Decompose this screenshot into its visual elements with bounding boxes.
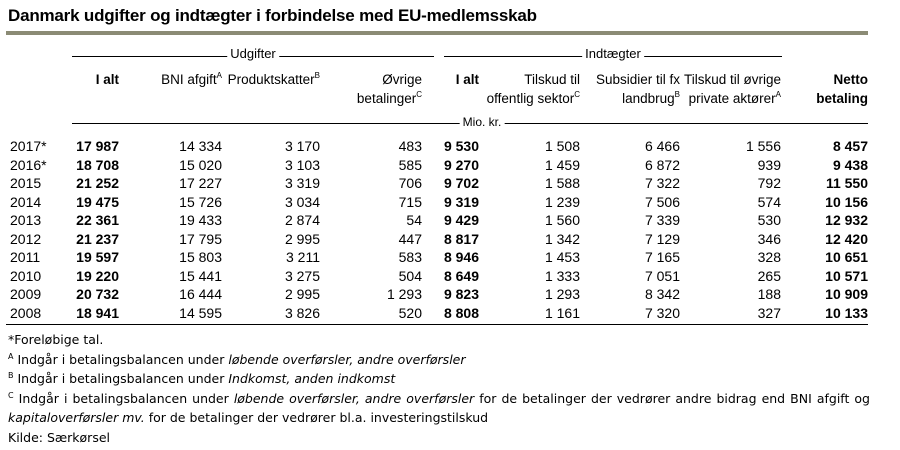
cell-tilskud-offentlig: 1 161 [544, 304, 580, 321]
cell-ovrige-betalinger: 583 [398, 249, 422, 265]
cell-i-alt-expenses: 21 237 [76, 230, 119, 247]
cell-produktskatter: 2 995 [284, 286, 320, 302]
header-i-alt-expenses [96, 70, 119, 89]
cell-netto-betaling: 9 438 [832, 156, 868, 173]
header-bni-afgift-sup: A [216, 71, 222, 80]
cell-i-alt-income: 8 817 [443, 230, 479, 247]
cell-subsidier: 6 872 [644, 156, 680, 173]
footnotes [8, 330, 870, 447]
cell-produktskatter: 3 275 [284, 267, 320, 284]
cell-i-alt-expenses: 22 361 [76, 212, 119, 228]
cell-netto-betaling: 10 651 [825, 249, 868, 265]
header-netto-line1: Netto [833, 72, 868, 87]
header-produktskatter-sup: B [314, 71, 320, 80]
row-year: 2010 [10, 267, 42, 284]
title-divider [6, 31, 868, 35]
cell-produktskatter: 3 170 [284, 138, 320, 154]
cell-ovrige-betalinger: 447 [398, 230, 422, 247]
cell-subsidier: 7 129 [644, 230, 680, 247]
header-tilskud-priv-line1: Tilskud til øvrige [683, 72, 781, 87]
header-tilskud-off-sup: C [574, 90, 580, 99]
note-c-sup: C [8, 390, 14, 400]
unit-label: Mio. kr. [460, 115, 505, 129]
note-c-text3: for de betalinger der vedrører bl.a. investeringstilskud [144, 410, 489, 425]
header-bni-afgift-text: BNI afgift [161, 72, 217, 87]
header-bni-afgift [161, 70, 222, 89]
cell-bni-afgift: 16 444 [179, 286, 222, 302]
header-subsidier-sup: B [674, 90, 680, 99]
cell-netto-betaling: 10 133 [825, 304, 868, 321]
table-row [0, 231, 900, 249]
cell-bni-afgift: 15 726 [179, 193, 222, 210]
cell-i-alt-expenses: 20 732 [76, 286, 119, 302]
note-c-line2 [8, 408, 870, 428]
cell-tilskud-offentlig: 1 453 [544, 249, 580, 265]
row-year: 2014 [10, 193, 42, 210]
note-a-sup: A [8, 351, 14, 361]
cell-bni-afgift: 15 020 [179, 156, 222, 173]
cell-i-alt-income: 9 530 [443, 138, 479, 154]
cell-bni-afgift: 14 334 [179, 138, 222, 154]
group-expenses [72, 46, 434, 64]
cell-ovrige-betalinger: 1 293 [386, 286, 422, 302]
note-c-text2: for de betalinger der vedrører andre bidrag end BNI afgift og [474, 390, 870, 406]
cell-tilskud-offentlig: 1 333 [544, 267, 580, 284]
cell-i-alt-expenses: 18 708 [76, 156, 119, 173]
cell-netto-betaling: 10 156 [825, 193, 868, 210]
cell-tilskud-private: 188 [757, 286, 781, 302]
header-ovrige-betalinger [357, 70, 422, 108]
cell-produktskatter: 3 319 [284, 175, 320, 191]
row-year: 2008 [10, 304, 42, 321]
table-row [0, 175, 900, 193]
note-source: Kilde: Særkørsel [8, 429, 111, 445]
cell-produktskatter: 3 034 [284, 193, 320, 210]
header-i-alt-expenses-text: I alt [95, 72, 119, 87]
cell-ovrige-betalinger: 483 [398, 138, 422, 154]
cell-netto-betaling: 10 909 [825, 286, 868, 302]
note-c-italic1: løbende overførsler, andre overførsler [233, 390, 475, 406]
cell-tilskud-private: 1 556 [745, 138, 781, 154]
header-subsidier-line1: Subsidier til fx [595, 72, 680, 87]
cell-i-alt-income: 9 319 [443, 193, 479, 210]
cell-bni-afgift: 14 595 [179, 304, 222, 321]
cell-produktskatter: 2 874 [284, 212, 320, 228]
cell-subsidier: 7 506 [644, 193, 680, 210]
header-ovrige-sup: C [416, 90, 422, 99]
cell-produktskatter: 3 211 [286, 249, 320, 265]
cell-tilskud-private: 530 [757, 212, 781, 228]
cell-netto-betaling: 12 420 [825, 230, 868, 247]
cell-tilskud-private: 346 [757, 230, 781, 247]
cell-ovrige-betalinger: 520 [398, 304, 422, 321]
table-row [0, 212, 900, 230]
cell-netto-betaling: 10 571 [825, 267, 868, 284]
cell-tilskud-offentlig: 1 293 [544, 286, 580, 302]
note-c-italic2: kapitaloverførsler mv. [8, 410, 145, 425]
cell-tilskud-offentlig: 1 459 [544, 156, 580, 173]
note-b [8, 369, 870, 389]
cell-bni-afgift: 15 803 [179, 249, 222, 265]
note-b-italic: Indkomst, anden indkomst [228, 371, 396, 386]
cell-subsidier: 7 322 [644, 175, 680, 191]
cell-bni-afgift: 17 227 [179, 175, 222, 191]
header-subsidier-line2: landbrug [622, 91, 675, 106]
cell-produktskatter: 3 103 [284, 156, 320, 173]
cell-i-alt-expenses: 18 941 [76, 304, 119, 321]
header-i-alt-income [456, 70, 479, 89]
header-ovrige-line2: betalinger [356, 91, 417, 106]
cell-bni-afgift: 17 795 [179, 230, 222, 247]
row-year: 2016* [10, 156, 47, 173]
group-income [444, 46, 782, 64]
header-i-alt-income-text: I alt [455, 72, 479, 87]
table-row [0, 286, 900, 304]
note-a-text: Indgår i betalingsbalancen under [13, 351, 229, 367]
header-ovrige-line1: Øvrige [382, 72, 422, 87]
cell-bni-afgift: 19 433 [179, 212, 222, 228]
cell-tilskud-offentlig: 1 239 [544, 193, 580, 210]
note-b-sup: B [8, 371, 14, 380]
cell-netto-betaling: 12 932 [825, 212, 868, 228]
cell-tilskud-private: 328 [757, 249, 781, 265]
group-income-label: Indtægter [582, 46, 644, 61]
note-a [8, 350, 870, 370]
cell-netto-betaling: 11 550 [825, 175, 868, 191]
cell-subsidier: 7 339 [644, 212, 680, 228]
cell-tilskud-offentlig: 1 508 [544, 138, 580, 154]
cell-i-alt-income: 8 946 [443, 249, 479, 265]
cell-i-alt-income: 9 823 [443, 286, 479, 302]
table-row [0, 249, 900, 267]
cell-subsidier: 7 051 [644, 267, 680, 284]
header-tilskud-priv-sup: A [775, 90, 781, 99]
cell-i-alt-expenses: 19 597 [76, 249, 119, 265]
table-row [0, 157, 900, 175]
note-c-text1: Indgår i betalingsbalancen under [13, 390, 234, 406]
cell-subsidier: 8 342 [644, 286, 680, 302]
row-year: 2015 [10, 175, 42, 191]
row-year: 2013 [10, 212, 42, 228]
cell-produktskatter: 2 995 [284, 230, 320, 247]
cell-tilskud-private: 939 [757, 156, 781, 173]
table-bottom-rule [6, 324, 868, 325]
cell-tilskud-private: 574 [757, 193, 781, 210]
cell-ovrige-betalinger: 585 [398, 156, 422, 173]
cell-ovrige-betalinger: 706 [398, 175, 422, 191]
cell-i-alt-income: 9 702 [443, 175, 479, 191]
note-a-italic: løbende overførsler, andre overførsler [228, 351, 466, 367]
group-expenses-label: Udgifter [227, 46, 279, 61]
cell-i-alt-expenses: 19 220 [76, 267, 119, 284]
row-year: 2009 [10, 286, 42, 302]
cell-bni-afgift: 15 441 [179, 267, 222, 284]
cell-tilskud-offentlig: 1 588 [544, 175, 580, 191]
cell-subsidier: 7 320 [644, 304, 680, 321]
cell-i-alt-expenses: 17 987 [76, 138, 119, 154]
note-b-text: Indgår i betalingsbalancen under [13, 371, 229, 386]
note-c-line1 [8, 389, 870, 409]
cell-i-alt-income: 8 649 [443, 267, 479, 284]
cell-tilskud-private: 265 [757, 267, 781, 284]
page-title: Danmark udgifter og indtægter i forbindelse med EU-medlemsskab [8, 6, 537, 25]
cell-i-alt-income: 8 808 [443, 304, 479, 321]
cell-netto-betaling: 8 457 [832, 138, 868, 154]
cell-i-alt-expenses: 19 475 [76, 193, 119, 210]
cell-subsidier: 6 466 [644, 138, 680, 154]
header-tilskud-offentlig [487, 70, 580, 108]
header-tilskud-off-line2: offentlig sektor [486, 91, 575, 106]
cell-produktskatter: 3 826 [284, 304, 320, 321]
table-row [0, 194, 900, 212]
header-netto-betaling [816, 70, 868, 108]
cell-subsidier: 7 165 [644, 249, 680, 265]
header-subsidier [596, 70, 680, 108]
note-preliminary: *Foreløbige tal. [8, 332, 104, 347]
header-netto-line2: betaling [816, 91, 868, 106]
table-row [0, 268, 900, 286]
cell-i-alt-income: 9 429 [443, 212, 479, 228]
cell-ovrige-betalinger: 54 [406, 212, 422, 228]
table-row [0, 305, 900, 323]
cell-tilskud-offentlig: 1 560 [544, 212, 580, 228]
table-row [0, 138, 900, 156]
cell-tilskud-offentlig: 1 342 [544, 230, 580, 247]
header-tilskud-private [684, 70, 781, 108]
header-produktskatter-text: Produktskatter [227, 72, 315, 87]
row-year: 2017* [10, 138, 47, 154]
row-year: 2011 [10, 249, 41, 265]
header-tilskud-priv-line2: private aktører [688, 91, 776, 106]
header-produktskatter [228, 70, 320, 89]
cell-ovrige-betalinger: 504 [398, 267, 422, 284]
header-tilskud-off-line1: Tilskud til [524, 72, 580, 87]
row-year: 2012 [10, 230, 42, 247]
cell-tilskud-private: 327 [757, 304, 781, 321]
cell-tilskud-private: 792 [757, 175, 781, 191]
cell-ovrige-betalinger: 715 [398, 193, 422, 210]
cell-i-alt-income: 9 270 [443, 156, 479, 173]
cell-i-alt-expenses: 21 252 [76, 175, 119, 191]
